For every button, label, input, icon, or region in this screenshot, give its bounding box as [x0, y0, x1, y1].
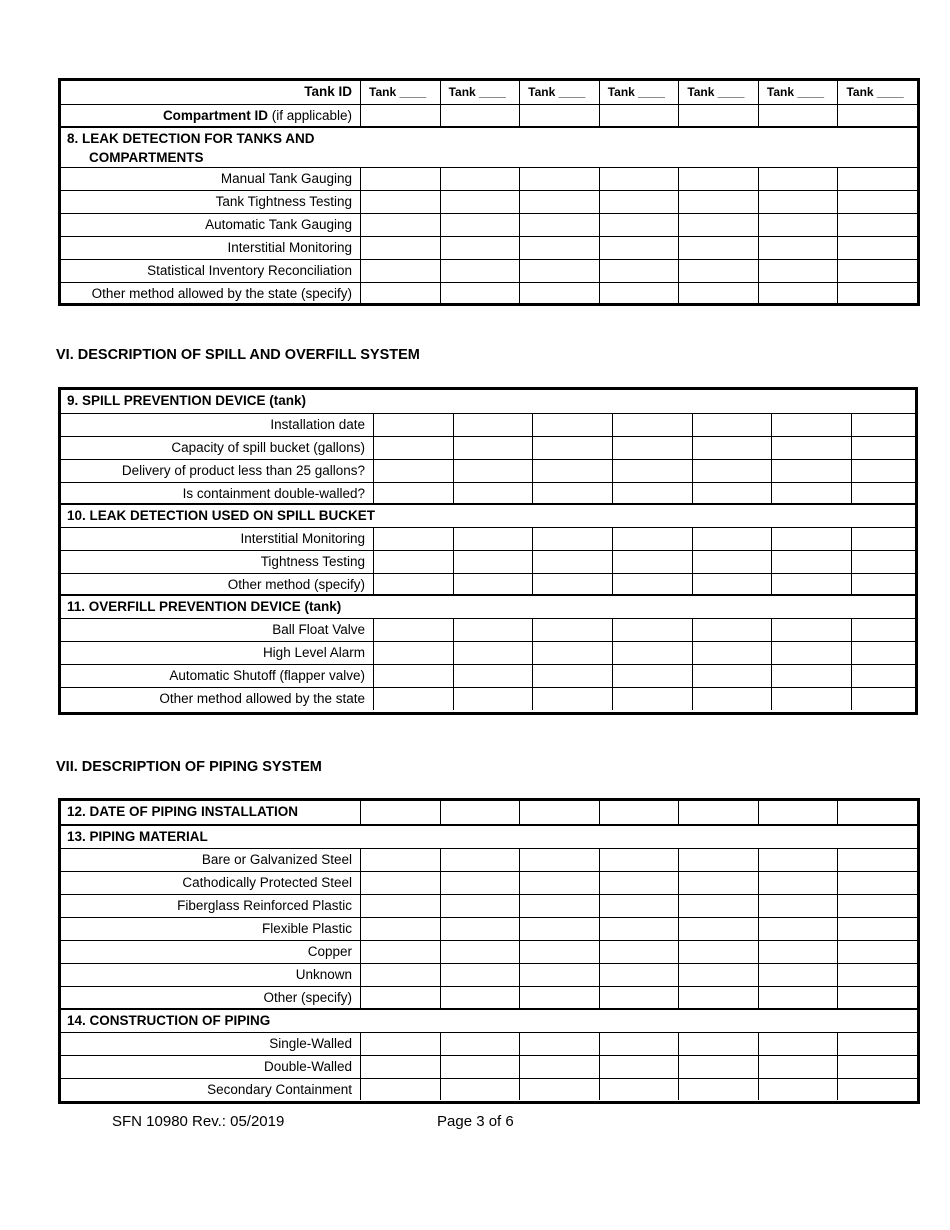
input-cell[interactable] — [361, 260, 441, 282]
input-cell[interactable] — [520, 849, 600, 871]
table-row — [61, 551, 915, 574]
input-cell[interactable] — [374, 665, 454, 687]
input-cell[interactable] — [613, 688, 693, 710]
input-cell[interactable] — [693, 551, 773, 573]
input-cell[interactable] — [600, 801, 680, 824]
input-cell[interactable] — [838, 260, 917, 282]
input-cell[interactable] — [361, 849, 441, 871]
input-cell[interactable] — [520, 283, 600, 305]
input-cell[interactable] — [600, 1033, 680, 1055]
input-cell[interactable] — [679, 1079, 759, 1100]
input-cell[interactable] — [520, 260, 600, 282]
input-cell[interactable] — [361, 987, 441, 1008]
input-cell[interactable] — [520, 191, 600, 213]
input-cell[interactable] — [838, 964, 917, 986]
table-row — [61, 1079, 917, 1100]
input-cell[interactable] — [520, 237, 600, 259]
section-10-title: 10. LEAK DETECTION USED ON SPILL BUCKET — [61, 505, 915, 528]
input-cell[interactable] — [693, 414, 773, 436]
input-cell[interactable] — [852, 688, 915, 710]
input-cell[interactable] — [600, 941, 680, 963]
table-row — [61, 237, 917, 260]
input-cell[interactable] — [679, 1056, 759, 1078]
input-cell[interactable] — [838, 872, 917, 894]
input-cell[interactable] — [361, 801, 441, 824]
leak-detection-table — [58, 78, 920, 306]
input-cell[interactable] — [613, 437, 693, 459]
table-row — [61, 437, 915, 460]
input-cell[interactable] — [361, 895, 441, 917]
table-row — [61, 214, 917, 237]
input-cell[interactable] — [441, 849, 521, 871]
input-cell[interactable] — [520, 1033, 600, 1055]
input-cell[interactable] — [613, 574, 693, 594]
input-cell[interactable] — [441, 872, 521, 894]
section-13-title: 13. PIPING MATERIAL — [61, 826, 917, 849]
input-cell[interactable] — [441, 1056, 521, 1078]
table-row — [61, 168, 917, 191]
input-cell[interactable] — [613, 483, 693, 503]
section-6-heading: VI. DESCRIPTION OF SPILL AND OVERFILL SYSTEM — [56, 347, 420, 363]
table-row — [61, 941, 917, 964]
input-cell[interactable] — [600, 283, 680, 305]
input-cell[interactable] — [533, 483, 613, 503]
section-8-rows — [61, 168, 917, 305]
input-cell[interactable] — [374, 528, 454, 550]
input-cell[interactable] — [441, 1033, 521, 1055]
input-cell[interactable] — [613, 551, 693, 573]
tank-id-row — [61, 81, 917, 105]
row-label: Ball Float Valve — [61, 619, 374, 641]
input-cell[interactable] — [441, 260, 521, 282]
row-label: Copper — [61, 941, 361, 963]
input-cell[interactable] — [772, 619, 852, 641]
input-cell[interactable] — [772, 642, 852, 664]
input-cell[interactable] — [361, 214, 441, 236]
compartment-id-cell[interactable] — [679, 105, 759, 126]
row-label: Double-Walled — [61, 1056, 361, 1078]
input-cell[interactable] — [600, 191, 680, 213]
input-cell[interactable] — [838, 214, 917, 236]
input-cell[interactable] — [361, 872, 441, 894]
table-row — [61, 483, 915, 505]
input-cell[interactable] — [759, 801, 839, 824]
input-cell[interactable] — [454, 414, 534, 436]
compartment-id-cell[interactable] — [361, 105, 441, 126]
input-cell[interactable] — [838, 191, 917, 213]
input-cell[interactable] — [374, 414, 454, 436]
input-cell[interactable] — [679, 191, 759, 213]
input-cell[interactable] — [600, 168, 680, 190]
row-label: Delivery of product less than 25 gallons? — [61, 460, 374, 482]
input-cell[interactable] — [441, 214, 521, 236]
tank-id-cell[interactable]: Tank ____ — [679, 81, 759, 104]
table-row — [61, 1033, 917, 1056]
input-cell[interactable] — [520, 801, 600, 824]
input-cell[interactable] — [852, 619, 915, 641]
input-cell[interactable] — [772, 483, 852, 503]
input-cell[interactable] — [852, 551, 915, 573]
input-cell[interactable] — [520, 964, 600, 986]
input-cell[interactable] — [600, 1079, 680, 1100]
input-cell[interactable] — [852, 437, 915, 459]
input-cell[interactable] — [772, 574, 852, 594]
input-cell[interactable] — [613, 414, 693, 436]
input-cell[interactable] — [838, 1033, 917, 1055]
input-cell[interactable] — [374, 437, 454, 459]
input-cell[interactable] — [374, 483, 454, 503]
input-cell[interactable] — [772, 665, 852, 687]
row-label: Automatic Tank Gauging — [61, 214, 361, 236]
table-row — [61, 528, 915, 551]
section-14-title: 14. CONSTRUCTION OF PIPING — [61, 1010, 917, 1033]
input-cell[interactable] — [679, 168, 759, 190]
input-cell[interactable] — [759, 872, 839, 894]
input-cell[interactable] — [759, 260, 839, 282]
row-label: Secondary Containment — [61, 1079, 361, 1100]
compartment-id-cell[interactable] — [759, 105, 839, 126]
input-cell[interactable] — [679, 918, 759, 940]
input-cell[interactable] — [520, 872, 600, 894]
input-cell[interactable] — [361, 941, 441, 963]
table-row — [61, 260, 917, 283]
input-cell[interactable] — [361, 964, 441, 986]
row-label: Statistical Inventory Reconciliation — [61, 260, 361, 282]
input-cell[interactable] — [838, 849, 917, 871]
input-cell[interactable] — [361, 1079, 441, 1100]
input-cell[interactable] — [852, 574, 915, 594]
input-cell[interactable] — [613, 528, 693, 550]
input-cell[interactable] — [679, 872, 759, 894]
input-cell[interactable] — [852, 483, 915, 503]
input-cell[interactable] — [600, 895, 680, 917]
row-label: Installation date — [61, 414, 374, 436]
input-cell[interactable] — [759, 191, 839, 213]
input-cell[interactable] — [454, 665, 534, 687]
compartment-id-label: Compartment ID (if applicable) — [61, 105, 361, 126]
compartment-id-cell[interactable] — [600, 105, 680, 126]
section-8-title: 8. LEAK DETECTION FOR TANKS AND COMPARTMENTS — [61, 128, 917, 168]
input-cell[interactable] — [759, 964, 839, 986]
input-cell[interactable] — [441, 987, 521, 1008]
input-cell[interactable] — [441, 283, 521, 305]
input-cell[interactable] — [533, 437, 613, 459]
input-cell[interactable] — [454, 460, 534, 482]
input-cell[interactable] — [533, 528, 613, 550]
row-label: Unknown — [61, 964, 361, 986]
table-row — [61, 1056, 917, 1079]
row-label: Tightness Testing — [61, 551, 374, 573]
input-cell[interactable] — [600, 964, 680, 986]
input-cell[interactable] — [520, 895, 600, 917]
table-row — [61, 872, 917, 895]
input-cell[interactable] — [679, 849, 759, 871]
input-cell[interactable] — [693, 688, 773, 710]
input-cell[interactable] — [361, 168, 441, 190]
input-cell[interactable] — [361, 918, 441, 940]
input-cell[interactable] — [533, 551, 613, 573]
input-cell[interactable] — [772, 460, 852, 482]
input-cell[interactable] — [374, 619, 454, 641]
row-label: Manual Tank Gauging — [61, 168, 361, 190]
input-cell[interactable] — [693, 619, 773, 641]
input-cell[interactable] — [759, 283, 839, 305]
input-cell[interactable] — [533, 619, 613, 641]
input-cell[interactable] — [600, 214, 680, 236]
table-row — [61, 414, 915, 437]
input-cell[interactable] — [374, 642, 454, 664]
input-cell[interactable] — [693, 460, 773, 482]
input-cell[interactable] — [852, 642, 915, 664]
input-cell[interactable] — [679, 941, 759, 963]
row-label: Capacity of spill bucket (gallons) — [61, 437, 374, 459]
input-cell[interactable] — [852, 528, 915, 550]
input-cell[interactable] — [759, 168, 839, 190]
row-label: Other method allowed by the state — [61, 688, 374, 710]
tank-id-cell[interactable]: Tank ____ — [759, 81, 839, 104]
row-label: Flexible Plastic — [61, 918, 361, 940]
input-cell[interactable] — [454, 437, 534, 459]
spill-overfill-table — [58, 387, 918, 715]
input-cell[interactable] — [441, 895, 521, 917]
input-cell[interactable] — [520, 1056, 600, 1078]
piping-system-table — [58, 798, 920, 1104]
input-cell[interactable] — [679, 1033, 759, 1055]
input-cell[interactable] — [441, 168, 521, 190]
section-12-title: 12. DATE OF PIPING INSTALLATION — [61, 801, 361, 824]
tank-id-cell[interactable]: Tank ____ — [846, 85, 904, 99]
tank-id-cell[interactable]: Tank ____ — [600, 81, 680, 104]
input-cell[interactable] — [613, 619, 693, 641]
input-cell[interactable] — [441, 801, 521, 824]
row-label: Bare or Galvanized Steel — [61, 849, 361, 871]
input-cell[interactable] — [759, 918, 839, 940]
input-cell[interactable] — [759, 214, 839, 236]
input-cell[interactable] — [852, 460, 915, 482]
input-cell[interactable] — [533, 414, 613, 436]
input-cell[interactable] — [772, 688, 852, 710]
table-row — [61, 849, 917, 872]
compartment-id-cell[interactable] — [838, 105, 917, 126]
row-label: Interstitial Monitoring — [61, 237, 361, 259]
input-cell[interactable] — [693, 642, 773, 664]
input-cell[interactable] — [679, 801, 759, 824]
input-cell[interactable] — [441, 237, 521, 259]
row-label: Fiberglass Reinforced Plastic — [61, 895, 361, 917]
table-row — [61, 642, 915, 665]
input-cell[interactable] — [759, 237, 839, 259]
row-label: Other method (specify) — [61, 574, 374, 594]
input-cell[interactable] — [838, 168, 917, 190]
input-cell[interactable] — [520, 941, 600, 963]
input-cell[interactable] — [533, 665, 613, 687]
input-cell[interactable] — [679, 260, 759, 282]
input-cell[interactable] — [441, 1079, 521, 1100]
input-cell[interactable] — [454, 688, 534, 710]
input-cell[interactable] — [600, 1056, 680, 1078]
input-cell[interactable] — [441, 964, 521, 986]
table-row — [61, 895, 917, 918]
input-cell[interactable] — [454, 551, 534, 573]
row-label: Interstitial Monitoring — [61, 528, 374, 550]
input-cell[interactable] — [600, 237, 680, 259]
table-row — [61, 964, 917, 987]
input-cell[interactable] — [759, 849, 839, 871]
input-cell[interactable] — [600, 918, 680, 940]
input-cell[interactable] — [520, 987, 600, 1008]
input-cell[interactable] — [374, 460, 454, 482]
input-cell[interactable] — [838, 283, 917, 305]
input-cell[interactable] — [693, 483, 773, 503]
input-cell[interactable] — [679, 214, 759, 236]
row-label: Is containment double-walled? — [61, 483, 374, 503]
input-cell[interactable] — [533, 574, 613, 594]
table-row — [61, 283, 917, 305]
input-cell[interactable] — [520, 918, 600, 940]
input-cell[interactable] — [361, 1056, 441, 1078]
input-cell[interactable] — [520, 168, 600, 190]
input-cell[interactable] — [759, 987, 839, 1008]
table-row — [61, 665, 915, 688]
input-cell[interactable] — [759, 1056, 839, 1078]
input-cell[interactable] — [693, 574, 773, 594]
form-number: SFN 10980 Rev.: 05/2019 — [112, 1113, 285, 1130]
input-cell[interactable] — [852, 665, 915, 687]
row-label: Single-Walled — [61, 1033, 361, 1055]
input-cell[interactable] — [838, 941, 917, 963]
row-label: Cathodically Protected Steel — [61, 872, 361, 894]
section-12-row — [61, 801, 917, 826]
table-row — [61, 574, 915, 596]
input-cell[interactable] — [613, 665, 693, 687]
tank-id-cell[interactable]: Tank ____ — [520, 81, 600, 104]
table-row — [61, 987, 917, 1010]
section-11-title: 11. OVERFILL PREVENTION DEVICE (tank) — [61, 596, 915, 619]
input-cell[interactable] — [759, 1079, 839, 1100]
input-cell[interactable] — [520, 214, 600, 236]
input-cell[interactable] — [454, 619, 534, 641]
input-cell[interactable] — [361, 237, 441, 259]
table-row — [61, 191, 917, 214]
input-cell[interactable] — [838, 1056, 917, 1078]
row-label: Other (specify) — [61, 987, 361, 1008]
input-cell[interactable] — [772, 414, 852, 436]
input-cell[interactable] — [441, 191, 521, 213]
table-row — [61, 460, 915, 483]
input-cell[interactable] — [533, 460, 613, 482]
compartment-id-row — [61, 105, 917, 128]
input-cell[interactable] — [374, 688, 454, 710]
tank-id-cell[interactable]: Tank ____ — [441, 81, 521, 104]
tank-id-cell[interactable]: Tank ____ — [361, 81, 441, 104]
input-cell[interactable] — [361, 1033, 441, 1055]
input-cell[interactable] — [679, 283, 759, 305]
input-cell[interactable] — [838, 895, 917, 917]
input-cell[interactable] — [361, 191, 441, 213]
input-cell[interactable] — [613, 642, 693, 664]
input-cell[interactable] — [613, 460, 693, 482]
tank-id-label: Tank ID — [61, 81, 361, 104]
input-cell[interactable] — [838, 1079, 917, 1100]
table-row — [61, 688, 915, 710]
input-cell[interactable] — [679, 964, 759, 986]
row-label: Other method allowed by the state (specify) — [61, 283, 361, 305]
input-cell[interactable] — [838, 801, 917, 824]
input-cell[interactable] — [600, 987, 680, 1008]
input-cell[interactable] — [852, 414, 915, 436]
input-cell[interactable] — [441, 918, 521, 940]
input-cell[interactable] — [454, 574, 534, 594]
table-row — [61, 619, 915, 642]
input-cell[interactable] — [838, 918, 917, 940]
section-9-title: 9. SPILL PREVENTION DEVICE (tank) — [61, 390, 915, 414]
input-cell[interactable] — [600, 849, 680, 871]
input-cell[interactable] — [838, 987, 917, 1008]
input-cell[interactable] — [520, 1079, 600, 1100]
compartment-id-cell[interactable] — [441, 105, 521, 126]
input-cell[interactable] — [454, 642, 534, 664]
input-cell[interactable] — [679, 987, 759, 1008]
input-cell[interactable] — [441, 941, 521, 963]
section-7-heading: VII. DESCRIPTION OF PIPING SYSTEM — [56, 759, 322, 775]
input-cell[interactable] — [374, 551, 454, 573]
page-number: Page 3 of 6 — [437, 1113, 514, 1130]
input-cell[interactable] — [533, 642, 613, 664]
input-cell[interactable] — [454, 528, 534, 550]
input-cell[interactable] — [759, 1033, 839, 1055]
input-cell[interactable] — [600, 872, 680, 894]
input-cell[interactable] — [772, 528, 852, 550]
input-cell[interactable] — [759, 895, 839, 917]
input-cell[interactable] — [374, 574, 454, 594]
row-label: Automatic Shutoff (flapper valve) — [61, 665, 374, 687]
table-row — [61, 918, 917, 941]
input-cell[interactable] — [693, 437, 773, 459]
row-label: Tank Tightness Testing — [61, 191, 361, 213]
input-cell[interactable] — [361, 283, 441, 305]
input-cell[interactable] — [679, 237, 759, 259]
input-cell[interactable] — [533, 688, 613, 710]
input-cell[interactable] — [679, 895, 759, 917]
input-cell[interactable] — [693, 528, 773, 550]
input-cell[interactable] — [838, 237, 917, 259]
input-cell[interactable] — [454, 483, 534, 503]
input-cell[interactable] — [772, 551, 852, 573]
input-cell[interactable] — [772, 437, 852, 459]
input-cell[interactable] — [600, 260, 680, 282]
row-label: High Level Alarm — [61, 642, 374, 664]
input-cell[interactable] — [693, 665, 773, 687]
compartment-id-cell[interactable] — [520, 105, 600, 126]
input-cell[interactable] — [759, 941, 839, 963]
